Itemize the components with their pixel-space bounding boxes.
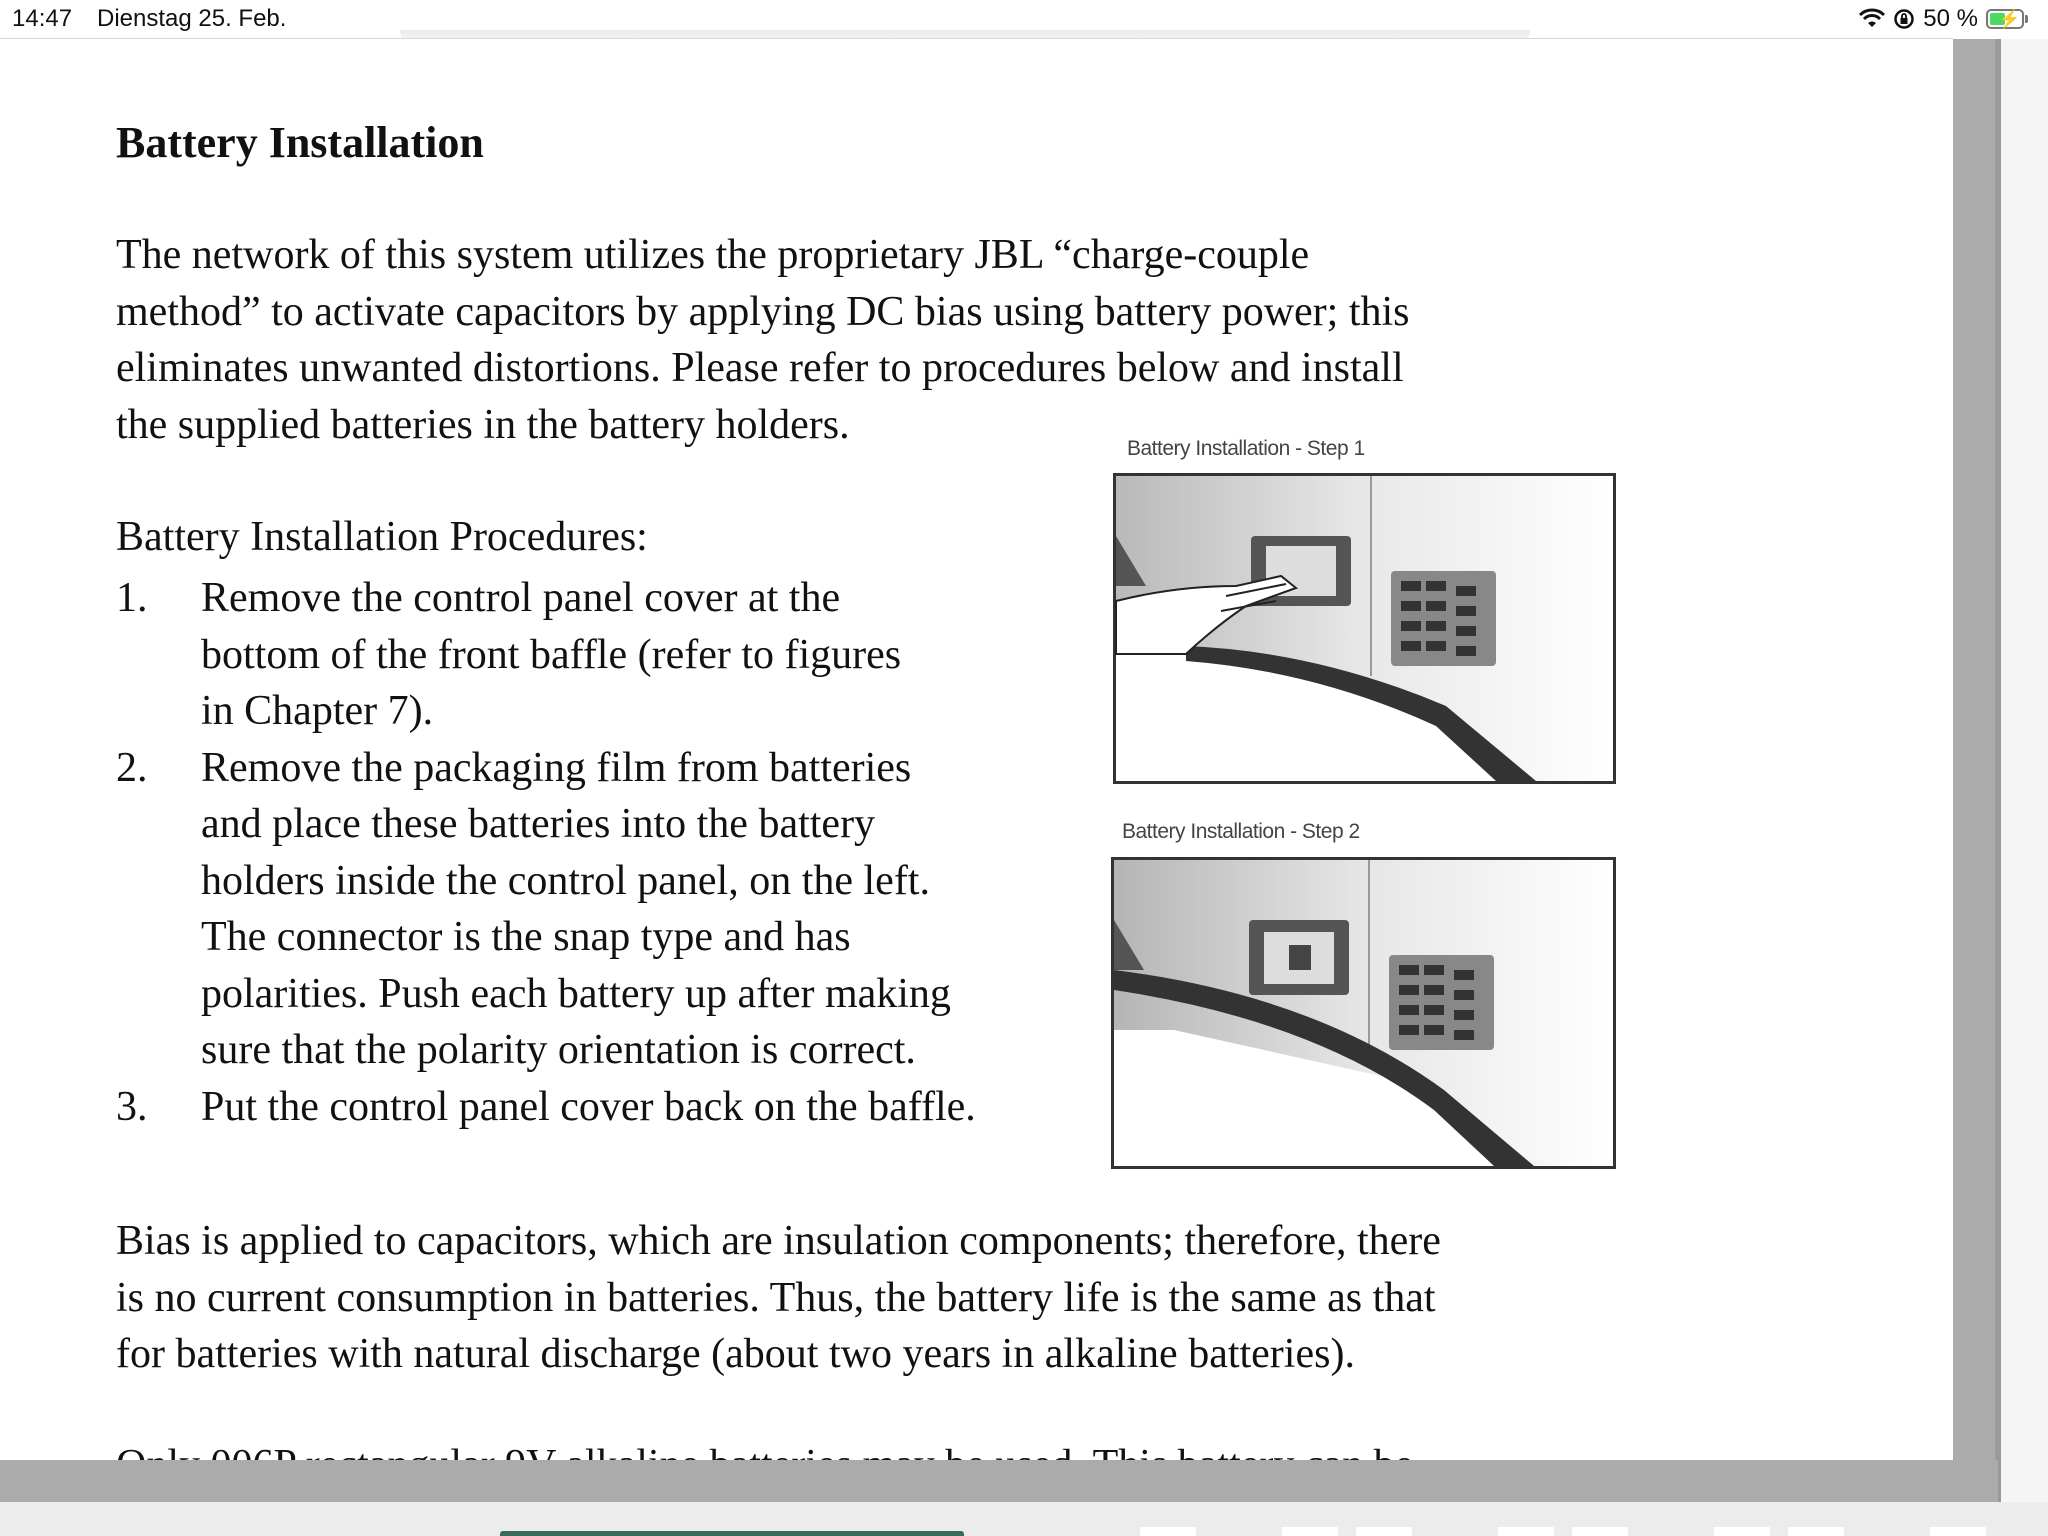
figure-caption-step-1: Battery Installation - Step 1	[1127, 437, 1365, 460]
lock-rotation-icon	[1893, 8, 1915, 30]
figure-caption-step-2: Battery Installation - Step 2	[1122, 820, 1360, 843]
list-item-text: Remove the control panel cover at the bottom of the front baffle (refer to figures in Chapter 7).	[201, 575, 902, 734]
status-date: Dienstag 25. Feb.	[97, 5, 287, 32]
page-thumbnail[interactable]	[1356, 1527, 1412, 1536]
list-item	[116, 570, 1056, 740]
side-edge	[2001, 39, 2048, 1536]
bottom-toolbar	[0, 1460, 1998, 1502]
list-item-number: 3.	[116, 1083, 148, 1130]
list-item-number: 2.	[116, 744, 148, 791]
figure-step-2	[1111, 857, 1616, 1169]
list-item-text: Remove the packaging film from batteries and place these batteries into the battery holders inside the control panel, on the left. The connector is the snap type and has polarities. Push each battery up after making sure that the polarity orientation is correct.	[201, 744, 951, 1073]
page-title: Battery Installation	[116, 118, 484, 167]
list-item	[116, 1079, 1056, 1136]
procedures-heading: Battery Installation Procedures:	[116, 514, 648, 560]
list-item-text: Put the control panel cover back on the baffle.	[201, 1083, 976, 1130]
procedures-list	[116, 570, 1056, 1135]
bias-paragraph: Bias is applied to capacitors, which are insulation components; therefore, there is no current consumption in batteries. Thus, the battery life is the same as that for batteries with natural discharge (about two years in alkaline batteries).	[116, 1218, 1441, 1377]
figure-step-1	[1113, 473, 1616, 784]
page-thumbnail[interactable]	[1714, 1527, 1770, 1536]
page-thumbnail[interactable]	[1282, 1527, 1338, 1536]
page-thumbnail[interactable]	[1572, 1527, 1628, 1536]
wifi-icon	[1859, 9, 1885, 29]
current-page-indicator[interactable]	[500, 1531, 964, 1536]
page-thumbnail[interactable]	[1498, 1527, 1554, 1536]
page-thumbnail[interactable]	[1140, 1527, 1196, 1536]
battery-icon: ⚡	[1986, 9, 2028, 29]
list-item-number: 1.	[116, 575, 148, 621]
status-time: 14:47	[12, 5, 73, 32]
document-page[interactable]	[0, 39, 1953, 1459]
page-thumbnail[interactable]	[1788, 1527, 1844, 1536]
battery-percent: 50 %	[1923, 5, 1978, 32]
scroll-panel[interactable]	[1953, 39, 2048, 1536]
list-item	[116, 740, 1056, 1079]
page-thumbnail[interactable]	[1930, 1527, 1986, 1536]
intro-paragraph: The network of this system utilizes the proprietary JBL “charge-couple method” to activate capacitors by applying DC bias using battery power; this eliminates unwanted distortions. Please refer to procedures below and install the supplied batteries in the battery holders.	[116, 232, 1410, 448]
status-indicators	[1859, 5, 2028, 33]
